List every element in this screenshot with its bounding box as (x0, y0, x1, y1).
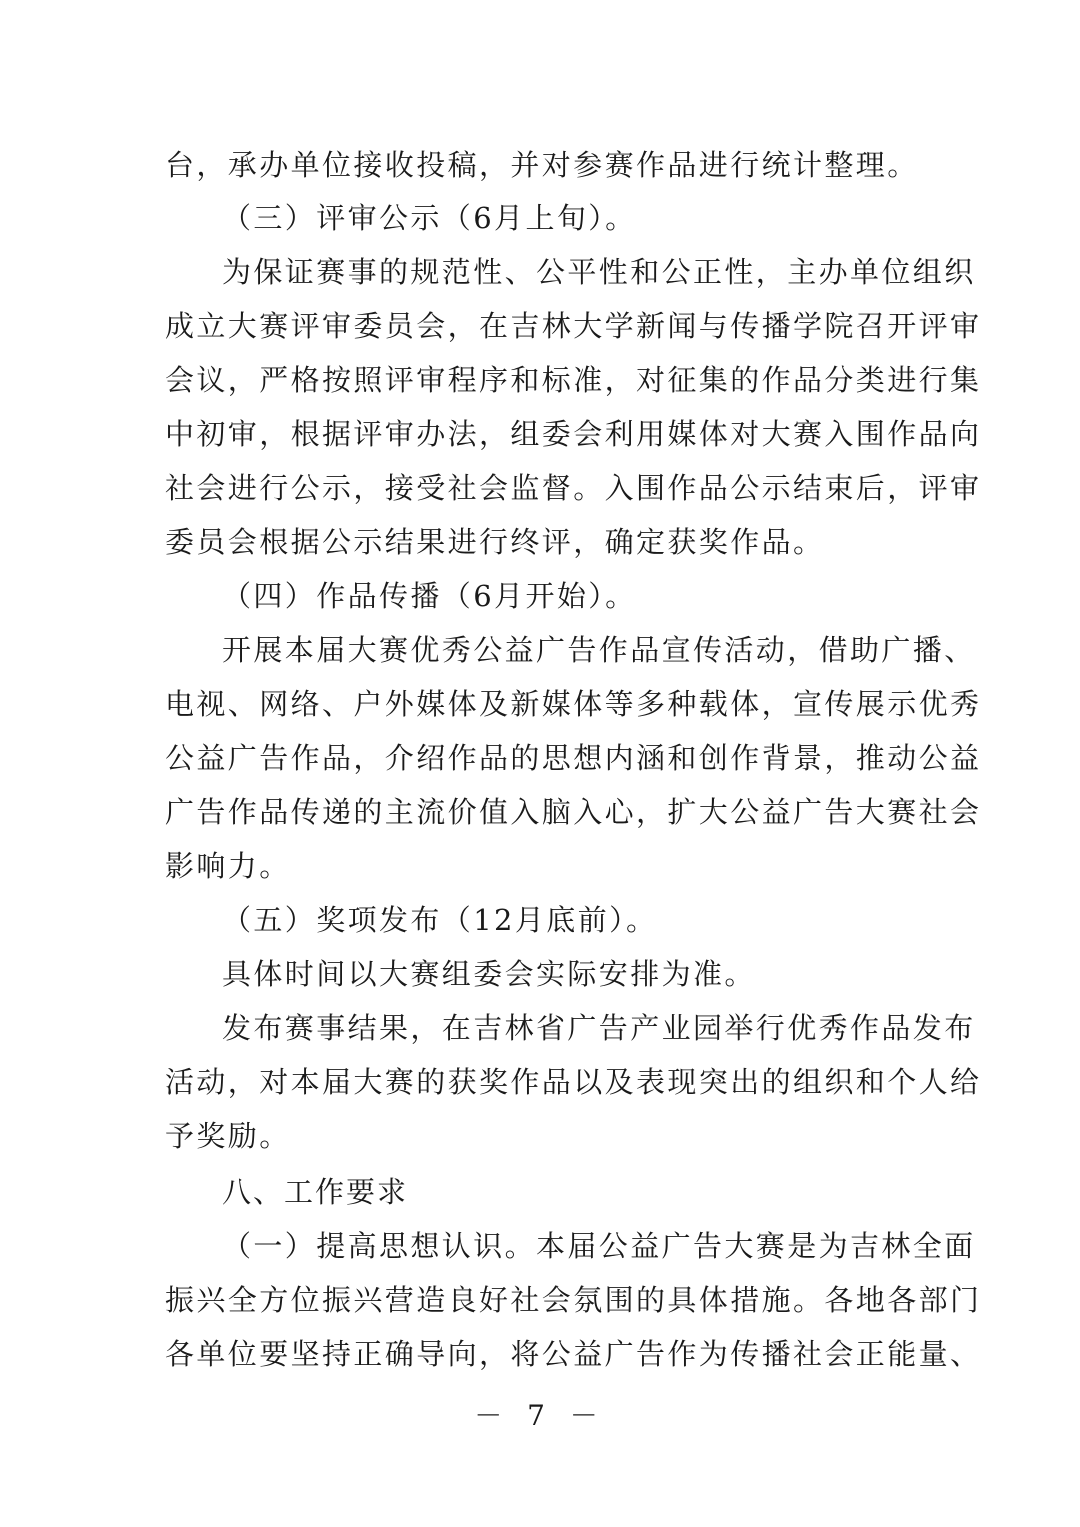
text-line: 活动，对本届大赛的获奖作品以及表现突出的组织和个人给 (165, 1065, 982, 1099)
text-line: 台，承办单位接收投稿，并对参赛作品进行统计整理。 (165, 148, 919, 182)
text-line: 为保证赛事的规范性、公平性和公正性，主办单位组织 (222, 255, 976, 289)
text-line: 开展本届大赛优秀公益广告作品宣传活动，借助广播、 (222, 633, 976, 667)
text-line: 广告作品传递的主流价值入脑入心，扩大公益广告大赛社会 (165, 795, 982, 829)
text-line: 各单位要坚持正确导向，将公益广告作为传播社会正能量、 (165, 1337, 982, 1371)
text-line: 社会进行公示，接受社会监督。入围作品公示结束后，评审 (165, 471, 982, 505)
text-line: 予奖励。 (165, 1119, 291, 1153)
text-line: 委员会根据公示结果进行终评，确定获奖作品。 (165, 525, 825, 559)
chapter-heading: 八、工作要求 (222, 1175, 409, 1209)
section-heading: （三）评审公示（6月上旬）。 (222, 201, 637, 235)
text-line: 会议，严格按照评审程序和标准，对征集的作品分类进行集 (165, 363, 982, 397)
text-line: 成立大赛评审委员会，在吉林大学新闻与传播学院召开评审 (165, 309, 982, 343)
section-heading: （四）作品传播（6月开始）。 (222, 579, 637, 613)
text-line: 电视、网络、户外媒体及新媒体等多种载体，宣传展示优秀 (165, 687, 982, 721)
section-heading: （五）奖项发布（12月底前）。 (222, 903, 658, 937)
text-line: 振兴全方位振兴营造良好社会氛围的具体措施。各地各部门 (165, 1283, 982, 1317)
text-line: 公益广告作品，介绍作品的思想内涵和创作背景，推动公益 (165, 741, 982, 775)
text-line: 影响力。 (165, 849, 291, 883)
text-line: 具体时间以大赛组委会实际安排为准。 (222, 957, 756, 991)
text-line: （一）提高思想认识。本届公益广告大赛是为吉林全面 (222, 1229, 976, 1263)
text-line: 中初审，根据评审办法，组委会利用媒体对大赛入围作品向 (165, 417, 982, 451)
text-line: 发布赛事结果，在吉林省广告产业园举行优秀作品发布 (222, 1011, 976, 1045)
page-number: － 7 － (474, 1399, 606, 1432)
